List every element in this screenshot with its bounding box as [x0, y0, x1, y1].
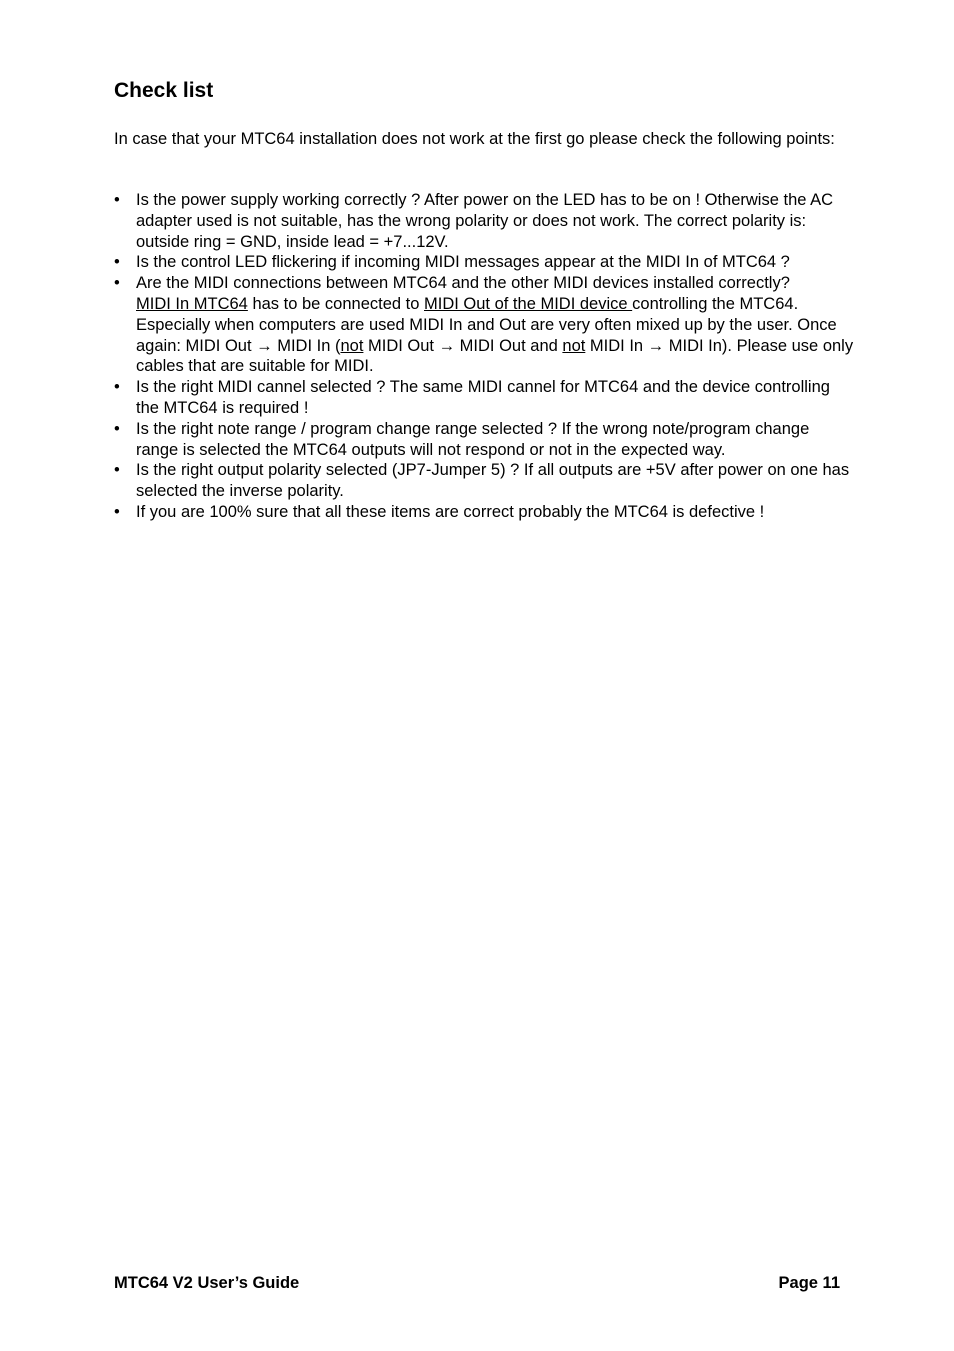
bullet-icon: • [114, 502, 120, 521]
bullet-icon: • [114, 253, 120, 272]
list-item [114, 460, 854, 502]
bullet-icon: • [114, 274, 120, 293]
check-list [114, 190, 854, 523]
underlined-text: not [562, 336, 586, 355]
page-number: Page 11 [778, 1274, 840, 1292]
list-item-text: Is the power supply working correctly ? After power on the LED has to be on ! Otherwise the AC adapter used is not suitable, has the wrong polarity or does not work. The correct polarity is: outside ring = GND, inside lead = +7...12V. [136, 191, 834, 251]
text-segment: Are the MIDI connections between MTC64 and the other MIDI devices installed correctly? [136, 274, 790, 293]
bullet-icon: • [114, 191, 120, 209]
list-item [114, 273, 854, 377]
list-item [114, 252, 854, 273]
bullet-icon: • [114, 419, 120, 438]
list-item [114, 502, 854, 523]
list-item-text: Is the right output polarity selected (JP7-Jumper 5) ? If all outputs are +5V after power on one has selected the inverse polarity. [136, 461, 850, 501]
text-segment: has to be connected to [247, 294, 424, 313]
footer-title: MTC64 V2 User’s Guide [114, 1274, 300, 1292]
list-item-text: Is the control LED flickering if incoming MIDI messages appear at the MIDI In of MTC64 ? [136, 253, 790, 272]
underlined-text: MIDI Out of the MIDI device [424, 294, 633, 313]
list-item [114, 377, 854, 419]
list-item-text: Is the right note range / program change range selected ? If the wrong note/program change range is selected the MTC64 outputs will not respond or not in the expected way. [136, 419, 810, 459]
list-item-text: If you are 100% sure that all these items are correct probably the MTC64 is defective ! [136, 502, 765, 521]
page-title: Check list [114, 79, 214, 102]
underlined-text: not [340, 336, 364, 355]
text-segment: MIDI In → MIDI In). Please use only cables that are suitable for MIDI. [136, 336, 854, 376]
text-segment: MIDI Out → MIDI Out and [363, 336, 563, 355]
underlined-text: MIDI In MTC64 [136, 294, 248, 313]
intro-paragraph: In case that your MTC64 installation does not work at the first go please check the following points: [114, 130, 835, 148]
text-segment: controlling the MTC64. Especially when computers are used MIDI In and Out are very often mixed up by the user. Once again: MIDI Out → MIDI In ( [136, 294, 837, 355]
list-item [114, 419, 854, 461]
list-item-text: Is the right MIDI cannel selected ? The same MIDI cannel for MTC64 and the device controlling the MTC64 is required ! [136, 378, 830, 417]
bullet-icon: • [114, 461, 120, 480]
list-item-text [136, 274, 853, 375]
bullet-icon: • [114, 378, 120, 397]
list-item [114, 190, 854, 252]
